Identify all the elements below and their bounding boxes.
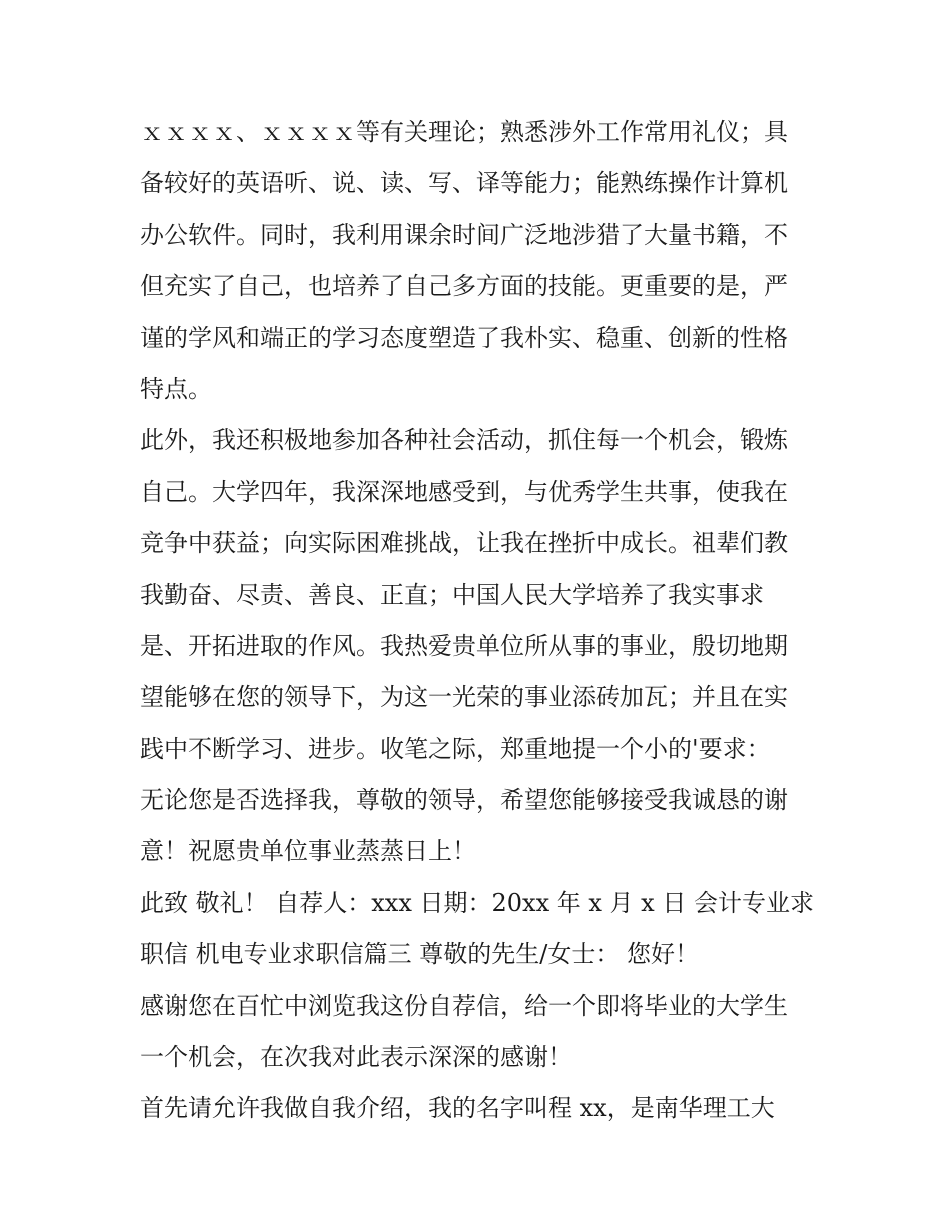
text-line: ｘｘｘｘ、ｘｘｘｘ等有关理论；熟悉涉外工作常用礼仪；具 bbox=[140, 118, 788, 146]
text-line: 意！祝愿贵单位事业蒸蒸日上！ bbox=[140, 837, 476, 866]
text-line: 感谢您在百忙中浏览我这份自荐信，给一个即将毕业的大学生 bbox=[140, 991, 788, 1020]
text-line: 首先请允许我做自我介绍，我的名字叫程 xx，是南华理工大 bbox=[140, 1094, 775, 1123]
text-line: 竞争中获益；向实际困难挑战，让我在挫折中成长。祖辈们教 bbox=[140, 529, 788, 558]
document-body bbox=[140, 107, 820, 1135]
text-line: 无论您是否选择我，尊敬的领导，希望您能够接受我诚恳的谢 bbox=[140, 786, 788, 815]
text-line: 职信 机电专业求职信篇三 尊敬的先生/女士： 您好！ bbox=[140, 940, 699, 969]
text-line: 望能够在您的领导下，为这一光荣的事业添砖加瓦；并且在实 bbox=[140, 683, 788, 712]
text-line: 办公软件。同时，我利用课余时间广泛地涉猎了大量书籍，不 bbox=[140, 220, 788, 249]
text-line: 我勤奋、尽责、善良、正直；中国人民大学培养了我实事求 bbox=[140, 580, 764, 609]
text-line: 践中不断学习、进步。收笔之际，郑重地提一个小的'要求： bbox=[140, 734, 771, 763]
text-line: 自己。大学四年，我深深地感受到，与优秀学生共事，使我在 bbox=[140, 477, 788, 506]
text-line: 此外，我还积极地参加各种社会活动，抓住每一个机会，锻炼 bbox=[140, 426, 788, 455]
text-line: 但充实了自己，也培养了自己多方面的技能。更重要的是，严 bbox=[140, 272, 788, 301]
text-line: 此致 敬礼！ 自荐人：xxx 日期：20xx 年 x 月 x 日 会计专业求 bbox=[140, 888, 814, 917]
text-line: 谨的学风和端正的学习态度塑造了我朴实、稳重、创新的性格 bbox=[140, 323, 788, 352]
text-line: 特点。 bbox=[140, 374, 212, 403]
text-line: 是、开拓进取的作风。我热爱贵单位所从事的事业，殷切地期 bbox=[140, 631, 788, 660]
text-line: 备较好的英语听、说、读、写、译等能力；能熟练操作计算机 bbox=[140, 169, 788, 198]
text-line: 一个机会，在次我对此表示深深的感谢！ bbox=[140, 1043, 572, 1072]
